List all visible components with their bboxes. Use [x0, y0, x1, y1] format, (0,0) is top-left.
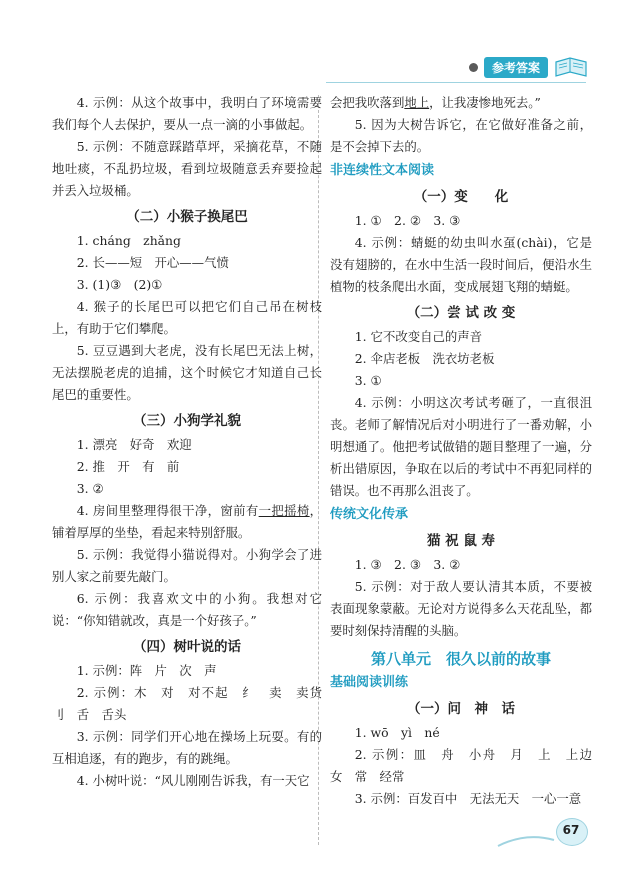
answer-line: 4. 示例：小明这次考试考砸了，一直很沮丧。老师了解情况后对小明进行了一番劝解，小明想通了。他把考试做错的题目整理了一遍，分析出错原因，争取在以后的考试中不再犯同样的错误。也不再那么沮丧了。 — [330, 395, 592, 498]
answer-text: ，让我凄惨地死去。” — [429, 95, 541, 110]
answer-key-label: 参考答案 — [484, 57, 548, 78]
answer-line: 3. 示例：百发百中 无法无天 一心一意 — [354, 791, 582, 806]
answer-text: 4. 房间里整理得很干净，窗前有 — [76, 503, 259, 518]
section-title: （一）问 神 话 — [407, 701, 515, 717]
answer-line: 4. 示例：蜻蜓的幼虫叫水虿(chài)，它是没有翅膀的，在水中生活一段时间后，便沿水生植物的枝条爬出水面，变成展翅飞翔的蜻蜓。 — [330, 235, 592, 294]
answer-line: 2. 伞店老板 洗衣坊老板 — [354, 351, 495, 366]
answer-line: 1. 漂亮 好奇 欢迎 — [76, 437, 192, 452]
right-column — [330, 92, 605, 810]
answer-line: 2. 长——短 开心——气愤 — [76, 255, 229, 270]
answer-line: 1. wō yì né — [354, 725, 440, 740]
answer-line: 1. cháng zhǎng — [76, 233, 181, 248]
answer-line: 3. 示例：同学们开心地在操场上玩耍。有的互相追逐，有的跑步，有的跳绳。 — [52, 729, 322, 766]
answer-line: 1. ① 2. ② 3. ③ — [354, 213, 461, 228]
category-title: 非连续性文本阅读 — [330, 163, 435, 178]
section-title: （三）小狗学礼貌 — [133, 413, 241, 429]
answer-line: 6. 示例：我喜欢文中的小狗。我想对它说：“你知错就改，真是一个好孩子。” — [52, 591, 322, 628]
page-number-text: 67 — [562, 823, 580, 837]
unit-title: 第八单元 很久以前的故事 — [370, 650, 551, 668]
answer-line: 1. ③ 2. ③ 3. ② — [354, 557, 461, 572]
answer-line: 2. 示例：皿 舟 小舟 月 上 上边 女 常 经常 — [330, 747, 605, 784]
category-title: 基础阅读训练 — [330, 675, 409, 690]
underlined-text: 一把摇椅 — [258, 503, 310, 518]
answer-line: 4. 猴子的长尾巴可以把它们自己吊在树枝上，有助于它们攀爬。 — [52, 299, 322, 336]
answer-line: 3. ② — [76, 481, 104, 496]
answer-line: 3. ① — [354, 373, 382, 388]
section-title: （四）树叶说的话 — [133, 639, 241, 655]
category-title: 传统文化传承 — [330, 507, 409, 522]
header-rule — [326, 82, 586, 83]
answer-line: 3. (1)③ (2)① — [76, 277, 163, 292]
answer-line: 4. 小树叶说：“风儿刚刚告诉我，有一天它 — [76, 773, 310, 788]
answer-line: 5. 示例：对于敌人要认清其本质，不要被表面现象蒙蔽。无论对方说得多么天花乱坠，都要时刻保持清醒的头脑。 — [330, 579, 592, 638]
header-badge — [469, 56, 588, 78]
answer-line: 5. 示例：我觉得小猫说得对。小狗学会了进别人家之前要先敲门。 — [52, 547, 322, 584]
answer-line — [52, 500, 322, 544]
answer-line: 2. 推 开 有 前 — [76, 459, 180, 474]
left-column — [52, 92, 335, 792]
answer-line: 5. 示例：不随意踩踏草坪，采摘花草，不随地吐痰，不乱扔垃圾，看到垃圾随意丢弃要捡起并丢入垃圾桶。 — [52, 139, 322, 198]
page-number — [556, 818, 590, 848]
section-title: （一）变 化 — [413, 189, 509, 205]
answer-line: 2. 示例：木 对 对不起 纟 卖 卖货 刂 舌 舌头 — [52, 685, 335, 722]
underlined-text: 地上 — [404, 95, 430, 110]
section-title: 猫 祝 鼠 寿 — [426, 533, 496, 549]
section-title: （二）小猴子换尾巴 — [126, 209, 248, 225]
decorative-swoosh-icon — [496, 830, 556, 850]
answer-line: 4. 示例：从这个故事中，我明白了环境需要我们每个人去保护，要从一点一滴的小事做起。 — [52, 95, 322, 132]
answer-line: 1. 示例：阵 片 次 声 — [76, 663, 217, 678]
answer-line: 1. 它不改变自己的声音 — [354, 329, 483, 344]
section-title: （二）尝 试 改 变 — [406, 305, 516, 321]
answer-text: ，铺着厚厚的坐垫，看起来特别舒服。 — [52, 503, 323, 540]
answer-line — [330, 92, 592, 114]
answer-line: 5. 因为大树告诉它，在它做好准备之前，是不会掉下去的。 — [330, 117, 592, 154]
book-icon — [554, 56, 588, 78]
answer-line: 5. 豆豆遇到大老虎，没有长尾巴无法上树，无法摆脱老虎的追捕，这个时候它才知道自己长尾巴的重要性。 — [52, 343, 322, 402]
bullet-dot-icon — [469, 63, 478, 72]
answer-text: 会把我吹落到 — [330, 95, 405, 110]
